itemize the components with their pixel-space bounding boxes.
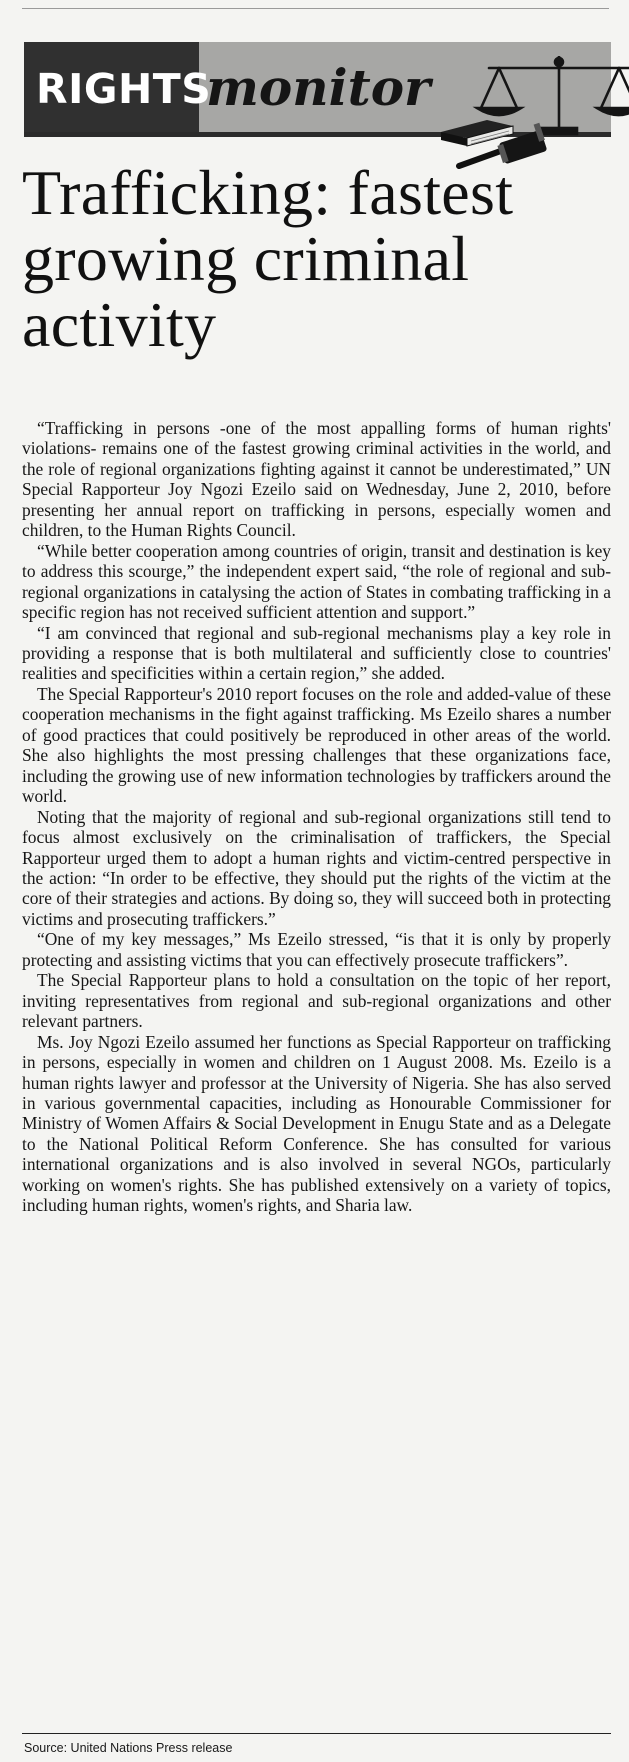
article-headline	[22, 157, 612, 360]
article-paragraph-1: “Trafficking in persons -one of the most appalling forms of human rights' violations- remains one of the fastest growing criminal activities in the world, and the role of regional organizations fighting against it cannot be underestimated,” UN Special Rapporteur Joy Ngozi Ezeilo said on Wednesday, June 2, 2010, before presenting her annual report on trafficking in persons, especially women and children, to the Human Rights Council.	[22, 418, 611, 541]
headline-line-1: Trafficking: fastest	[22, 157, 514, 228]
article-paragraph-3: “I am convinced that regional and sub-regional mechanisms play a key role in providing a response that is both multilateral and sufficiently close to countries' realities and specificities within a certain region,” she added.	[22, 622, 611, 684]
article-paragraph-8: Ms. Joy Ngozi Ezeilo assumed her functions as Special Rapporteur on trafficking in persons, especially in women and children on 1 August 2008. Ms. Ezeilo is a human rights lawyer and professor at the University of Nigeria. She has also served in various governmental capacities, including as Honourable Commissioner for Ministry of Women Affairs & Social Development in Enugu State and as a Delegate to the National Political Reform Conference. She has consulted for various international organizations and is also involved in several NGOs, particularly working on women's rights. She has published extensively on a variety of topics, including human rights, women's rights, and Sharia law.	[22, 1031, 611, 1216]
section-label-monitor: monitor	[206, 58, 431, 117]
scales-of-justice-icon	[477, 56, 629, 134]
headline-line-3: activity	[22, 289, 217, 360]
source-credit: Source: United Nations Press release	[24, 1741, 233, 1755]
article-paragraph-6: “One of my key messages,” Ms Ezeilo stressed, “is that it is only by properly protecting and assisting victims that you can effectively prosecute traffickers”.	[22, 929, 611, 970]
section-masthead	[24, 42, 611, 137]
source-rule	[22, 1733, 611, 1734]
article-paragraph-4: The Special Rapporteur's 2010 report focuses on the role and added-value of these cooperation mechanisms in the fight against trafficking. Ms Ezeilo shares a number of good practices that could positively be reproduced in other areas of the world. She also highlights the most pressing challenges that these organizations face, including the growing use of new information technologies by traffickers around the world.	[22, 683, 611, 807]
headline-line-2: growing criminal	[22, 223, 470, 294]
article-paragraph-2: “While better cooperation among countries of origin, transit and destination is key to address this scourge,” the independent expert said, “the role of regional and sub-regional organizations in catalysing the action of States in combating trafficking in a specific region has not received sufficient attention and support.”	[22, 540, 611, 623]
law-book-icon	[441, 120, 513, 146]
article-paragraph-5: Noting that the majority of regional and sub-regional organizations still tend to focus almost exclusively on the criminalisation of traffickers, the Special Rapporteur urged them to adopt a human rights and victim-centred perspective in the action: “In order to be effective, they should put the rights of the victim at the core of their strategies and actions. By doing so, they will succeed both in protecting victims and prosecuting traffickers.”	[22, 806, 611, 929]
article-body	[22, 418, 611, 1216]
top-rule	[22, 8, 609, 9]
article-paragraph-7: The Special Rapporteur plans to hold a consultation on the topic of her report, inviting representatives from regional and sub-regional organizations and other relevant partners.	[22, 970, 611, 1032]
section-label-rights: RIGHTS	[36, 65, 212, 113]
